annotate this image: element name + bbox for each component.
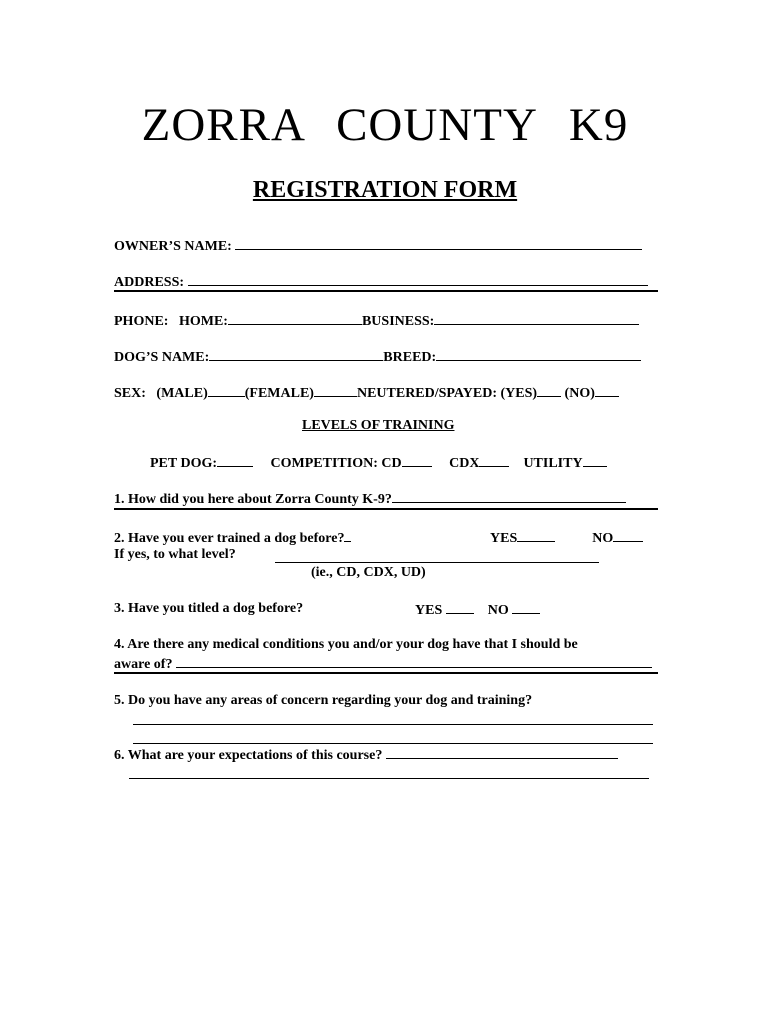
question-2-level-field[interactable] <box>275 562 599 563</box>
sex-label: SEX: <box>114 386 146 401</box>
home-label: HOME: <box>178 314 228 329</box>
question-1-row <box>114 490 626 508</box>
question-3-row <box>114 601 303 617</box>
question-2-text: 2. Have you ever trained a dog before? <box>114 531 345 546</box>
question-4-row-2 <box>114 655 652 673</box>
question-1-text: 1. How did you here about Zorra County K-9? <box>114 492 392 507</box>
owners-name-field[interactable] <box>235 237 642 250</box>
cdx-label: CDX <box>449 456 480 471</box>
neutered-no-field[interactable] <box>595 384 619 397</box>
owners-name-row <box>114 237 642 255</box>
breed-label: BREED: <box>383 350 437 365</box>
dog-name-row <box>114 348 641 366</box>
sex-row <box>114 384 619 402</box>
neutered-label: NEUTERED/SPAYED: (YES) <box>356 386 538 401</box>
question-2-field[interactable] <box>344 529 351 542</box>
breed-field[interactable] <box>436 348 641 361</box>
question-3-yes-field[interactable] <box>446 601 474 614</box>
address-field[interactable] <box>188 273 648 286</box>
question-4-divider <box>114 672 658 674</box>
question-1-field[interactable] <box>392 490 626 503</box>
question-1-divider <box>114 508 658 510</box>
home-phone-field[interactable] <box>228 312 362 325</box>
business-label: BUSINESS: <box>361 314 435 329</box>
question-4-text-line1: 4. Are there any medical conditions you and/or your dog have that I should be <box>114 637 578 652</box>
question-3-options <box>415 601 540 619</box>
question-4-field[interactable] <box>176 655 652 668</box>
pet-dog-label: PET DOG: <box>150 456 218 471</box>
pet-dog-field[interactable] <box>217 454 253 467</box>
owners-name-label: OWNER’S NAME: <box>114 239 232 254</box>
competition-cd-label: COMPETITION: CD <box>270 456 402 471</box>
female-label: (FEMALE) <box>244 386 314 401</box>
cdx-field[interactable] <box>479 454 509 467</box>
dogs-name-field[interactable] <box>209 348 383 361</box>
question-5-field-line-1[interactable] <box>133 724 653 725</box>
question-3-no-field[interactable] <box>512 601 540 614</box>
form-subtitle: REGISTRATION FORM <box>252 177 518 203</box>
question-2-no-field[interactable] <box>613 529 643 542</box>
question-2-followup-text: If yes, to what level? <box>114 547 236 562</box>
training-heading: LEVELS OF TRAINING <box>302 418 455 433</box>
phone-label: PHONE: <box>114 314 169 329</box>
neutered-no-label: (NO) <box>564 386 595 401</box>
address-divider <box>114 290 658 292</box>
question-2-row <box>114 529 351 547</box>
question-2-hint-row <box>311 565 426 581</box>
question-5-text: 5. Do you have any areas of concern regarding your dog and training? <box>114 693 533 708</box>
cd-field[interactable] <box>402 454 432 467</box>
question-2-options <box>490 529 643 547</box>
utility-field[interactable] <box>583 454 607 467</box>
business-phone-field[interactable] <box>434 312 639 325</box>
question-2-yes-field[interactable] <box>517 529 555 542</box>
question-5-field-line-2[interactable] <box>133 743 653 744</box>
question-3-yes-label: YES <box>415 603 443 618</box>
neutered-yes-field[interactable] <box>537 384 561 397</box>
address-row <box>114 273 648 291</box>
address-label: ADDRESS: <box>114 275 185 290</box>
male-field[interactable] <box>208 384 245 397</box>
phone-row <box>114 312 639 330</box>
question-6-field-line-2[interactable] <box>129 778 649 779</box>
training-row <box>150 454 607 472</box>
utility-label: UTILITY <box>523 456 583 471</box>
question-2-followup-row <box>114 547 236 563</box>
question-6-text: 6. What are your expectations of this course? <box>114 748 383 763</box>
question-5-row <box>114 693 532 709</box>
question-6-field[interactable] <box>386 746 618 759</box>
question-4-text-line2: aware of? <box>114 657 173 672</box>
question-6-row <box>114 746 618 764</box>
question-2-yes-label: YES <box>490 531 518 546</box>
question-3-no-label: NO <box>487 603 509 618</box>
male-label: (MALE) <box>156 386 208 401</box>
page-title: ZORRA COUNTY K9 <box>141 99 629 151</box>
question-2-no-label: NO <box>592 531 614 546</box>
dogs-name-label: DOG’S NAME: <box>114 350 210 365</box>
question-4-row <box>114 637 578 653</box>
question-3-text: 3. Have you titled a dog before? <box>114 601 304 616</box>
question-2-hint: (ie., CD, CDX, UD) <box>311 565 426 580</box>
female-field[interactable] <box>314 384 357 397</box>
